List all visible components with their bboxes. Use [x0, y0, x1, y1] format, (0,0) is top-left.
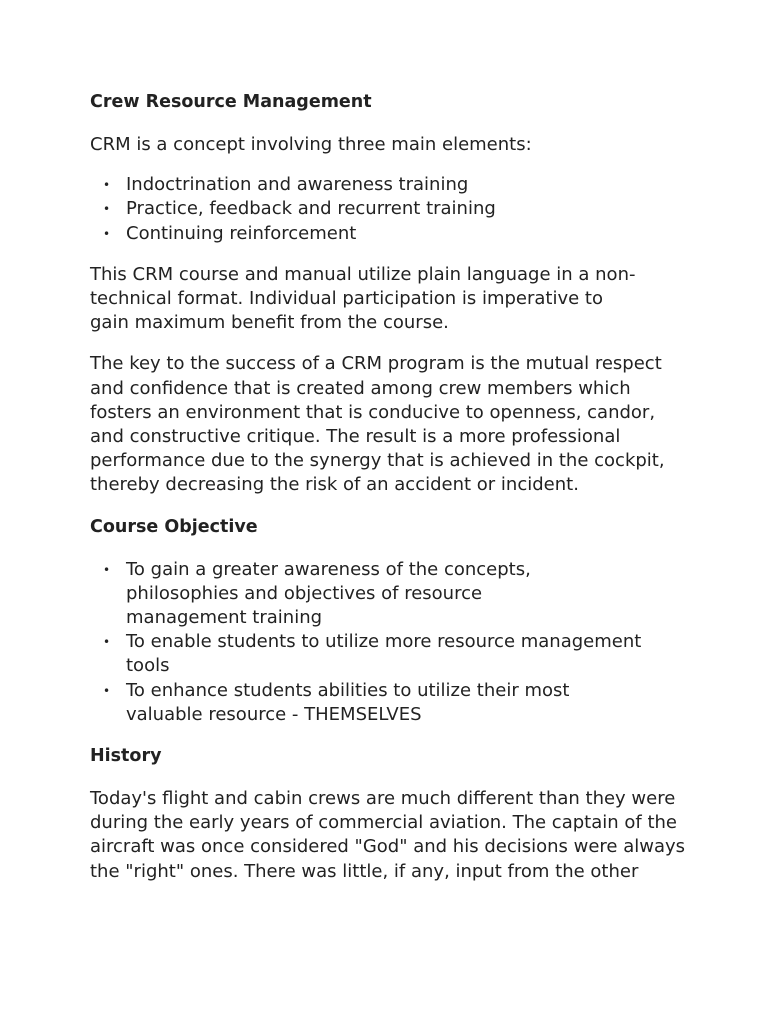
history-paragraph: Today's flight and cabin crews are much different than they were during the early years of commercial aviation. The captain of the aircraft was once considered "God" and his decisions were always the "right" ones. There was little, if any, input from the other	[90, 788, 686, 882]
list-item: • Continuing reinforcement	[90, 222, 690, 246]
list-item: • Indoctrination and awareness training	[90, 173, 690, 197]
list-item: • Practice, feedback and recurrent training	[90, 197, 690, 221]
key-to-success-paragraph: The key to the success of a CRM program is the mutual respect and confidence that is created among crew members which fosters an environment that is conducive to openness, candor, and constructive critique. The result is a more professional performance due to the synergy that is achieved in the cockpit, thereby decreasing the risk of an accident or incident.	[90, 353, 665, 496]
document-page	[90, 89, 690, 884]
list-item: • To enhance students abilities to utilize their most valuable resource - THEMSELVES	[90, 679, 650, 727]
objectives-list	[90, 558, 650, 727]
document-title: Crew Resource Management	[90, 92, 372, 112]
course-manual-paragraph: This CRM course and manual utilize plain language in a non-technical format. Individual participation is imperative to gain maximum benefit from the course.	[90, 263, 636, 334]
course-objective-heading: Course Objective	[90, 516, 258, 537]
history-heading: History	[90, 746, 162, 767]
intro-paragraph: CRM is a concept involving three main elements:	[90, 134, 532, 155]
list-item: • To enable students to utilize more resource management tools	[90, 630, 650, 678]
elements-list	[90, 173, 690, 246]
list-item: • To gain a greater awareness of the concepts, philosophies and objectives of resource management training	[90, 558, 650, 631]
